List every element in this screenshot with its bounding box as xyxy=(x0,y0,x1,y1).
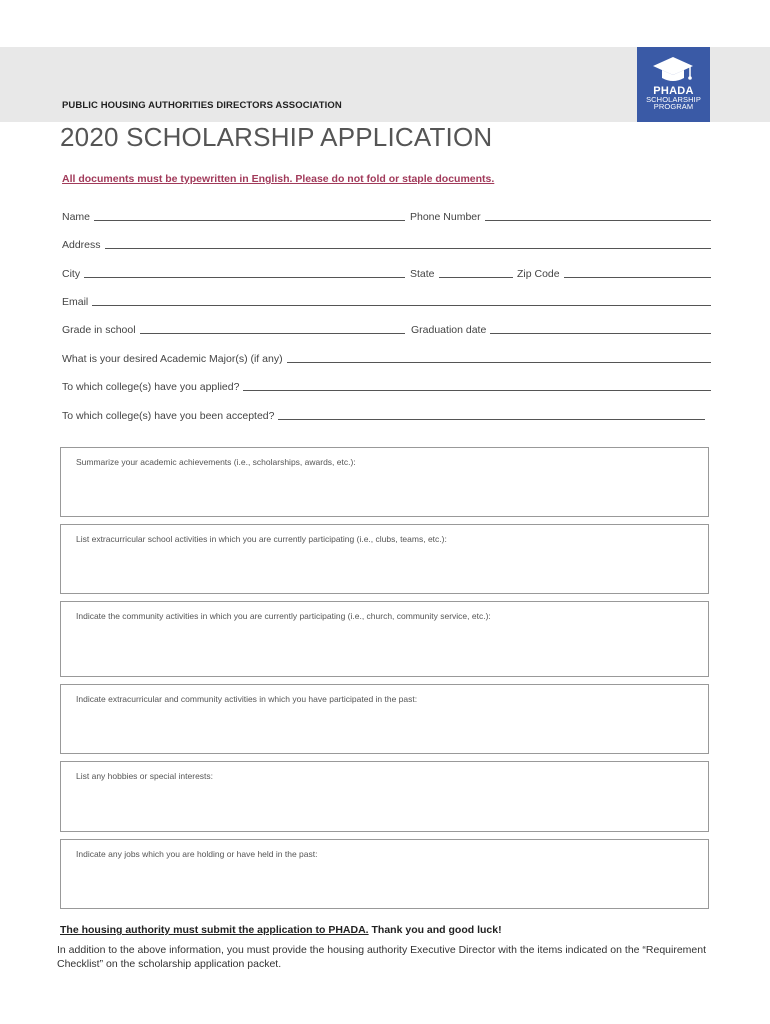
notice-text: All documents must be typewritten in English. Please do not fold or staple documents. xyxy=(62,173,495,185)
grade-label: Grade in school xyxy=(62,324,136,336)
name-field[interactable] xyxy=(62,209,405,223)
extracurricular-activities-box[interactable] xyxy=(60,524,709,594)
thanks-text: Thank you and good luck! xyxy=(368,924,502,936)
academic-achievements-box[interactable] xyxy=(60,447,709,517)
email-field[interactable] xyxy=(62,294,711,308)
accepted-label: To which college(s) have you been accepted? xyxy=(62,410,275,422)
jobs-box[interactable] xyxy=(60,839,709,909)
city-line[interactable] xyxy=(84,277,405,278)
submit-notice xyxy=(60,924,502,936)
graduation-cap-icon xyxy=(651,55,695,85)
box-prompt: List any hobbies or special interests: xyxy=(76,771,214,781)
major-field[interactable] xyxy=(62,351,711,365)
phone-field[interactable] xyxy=(410,209,711,223)
zip-label: Zip Code xyxy=(517,268,560,280)
name-line[interactable] xyxy=(94,220,405,221)
org-name: PUBLIC HOUSING AUTHORITIES DIRECTORS ASSOCIATION xyxy=(62,100,342,111)
applied-line[interactable] xyxy=(243,390,711,391)
phada-logo xyxy=(637,47,710,122)
submit-instruction: The housing authority must submit the application to PHADA. xyxy=(60,924,369,936)
state-label: State xyxy=(410,268,435,280)
applied-label: To which college(s) have you applied? xyxy=(62,381,240,393)
address-line[interactable] xyxy=(105,248,711,249)
logo-subtitle-line1: SCHOLARSHIP xyxy=(646,95,701,104)
major-line[interactable] xyxy=(287,362,711,363)
state-line[interactable] xyxy=(439,277,513,278)
logo-subtitle xyxy=(637,96,710,110)
major-label: What is your desired Academic Major(s) (if any) xyxy=(62,353,283,365)
community-activities-box[interactable] xyxy=(60,601,709,677)
email-line[interactable] xyxy=(92,305,711,306)
page-title: 2020 SCHOLARSHIP APPLICATION xyxy=(60,122,493,152)
city-field[interactable] xyxy=(62,266,405,280)
name-label: Name xyxy=(62,211,91,223)
graduation-field[interactable] xyxy=(411,322,711,336)
hobbies-box[interactable] xyxy=(60,761,709,832)
applied-field[interactable] xyxy=(62,379,711,393)
requirement-info: In addition to the above information, you must provide the housing authority Executive Director with the items indicated on the “Requirement Checklist” on the scholarship application packet. xyxy=(57,944,707,970)
grade-line[interactable] xyxy=(140,333,405,334)
logo-title: PHADA xyxy=(653,85,694,97)
box-prompt: List extracurricular school activities in which you are currently participating (i.e., clubs, teams, etc.): xyxy=(76,534,447,544)
address-field[interactable] xyxy=(62,237,711,251)
logo-subtitle-line2: PROGRAM xyxy=(653,102,694,111)
box-prompt: Indicate the community activities in which you are currently participating (i.e., church, community service, etc.): xyxy=(76,611,491,621)
accepted-line[interactable] xyxy=(278,419,705,420)
graduation-line[interactable] xyxy=(490,333,711,334)
graduation-label: Graduation date xyxy=(411,324,487,336)
box-prompt: Indicate any jobs which you are holding or have held in the past: xyxy=(76,849,318,859)
grade-field[interactable] xyxy=(62,322,405,336)
city-label: City xyxy=(62,268,81,280)
phone-label: Phone Number xyxy=(410,211,481,223)
email-label: Email xyxy=(62,296,89,308)
state-field[interactable] xyxy=(410,266,513,280)
box-prompt: Indicate extracurricular and community activities in which you have participated in the past: xyxy=(76,694,418,704)
past-activities-box[interactable] xyxy=(60,684,709,754)
box-prompt: Summarize your academic achievements (i.e., scholarships, awards, etc.): xyxy=(76,457,356,467)
accepted-field[interactable] xyxy=(62,408,705,422)
zip-field[interactable] xyxy=(517,266,711,280)
address-label: Address xyxy=(62,239,101,251)
zip-line[interactable] xyxy=(564,277,711,278)
phone-line[interactable] xyxy=(485,220,711,221)
